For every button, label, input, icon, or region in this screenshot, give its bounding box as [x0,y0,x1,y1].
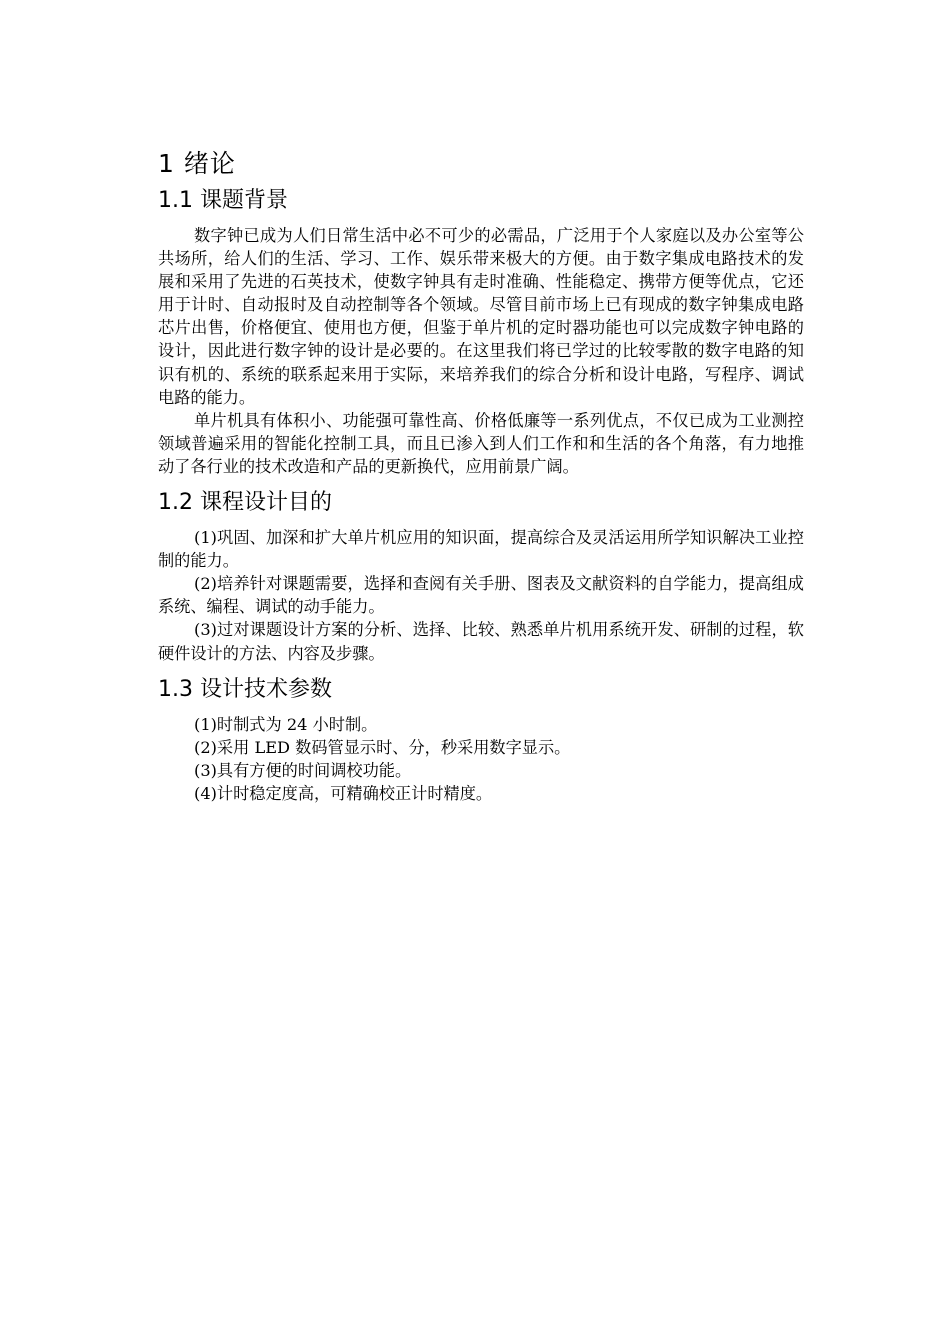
paragraph: 数字钟已成为人们日常生活中必不可少的必需品，广泛用于个人家庭以及办公室等公共场所，给人们的生活、学习、工作、娱乐带来极大的方便。由于数字集成电路技术的发展和采用了先进的石英技术，使数字钟具有走时准确、性能稳定、携带方便等优点，它还用于计时、自动报时及自动控制等各个领域。尽管目前市场上已有现成的数字钟集成电路芯片出售，价格便宜、使用也方便，但鉴于单片机的定时器功能也可以完成数字钟电路的设计，因此进行数字钟的设计是必要的。在这里我们将已学过的比较零散的数字电路的知识有机的、系统的联系起来用于实际，来培养我们的综合分析和设计电路，写程序、调试电路的能力。 [158,226,804,407]
list-item: (3)具有方便的时间调校功能。 [194,760,412,780]
list-item: (2)采用 LED 数码管显示时、分，秒采用数字显示。 [194,737,571,757]
list-item: (1)巩固、加深和扩大单片机应用的知识面，提高综合及灵活运用所学知识解决工业控制的能力。 [158,528,804,571]
section-purpose [158,488,804,665]
section-parameters [158,675,804,805]
list-item: (1)时制式为 24 小时制。 [194,714,378,734]
chapter-title: 1 绪论 [158,149,236,178]
list-item: (4)计时稳定度高，可精确校正计时精度。 [194,783,493,803]
section-title: 1.1 课题背景 [158,188,288,213]
paragraph: 单片机具有体积小、功能强可靠性高、价格低廉等一系列优点，不仅已成为工业测控领域普遍采用的智能化控制工具，而且已渗入到人们工作和和生活的各个角落，有力地推动了各行业的技术改造和产品的更新换代，应用前景广阔。 [158,410,804,476]
section-background [158,186,804,478]
list-item: (3)过对课题设计方案的分析、选择、比较、熟悉单片机用系统开发、研制的过程，软硬件设计的方法、内容及步骤。 [158,620,804,663]
section-title: 1.3 设计技术参数 [158,676,332,702]
document-page [158,148,804,815]
list-item: (2)培养针对课题需要，选择和查阅有关手册、图表及文献资料的自学能力，提高组成系统、编程、调试的动手能力。 [158,574,804,617]
section-title: 1.2 课程设计目的 [158,490,332,516]
